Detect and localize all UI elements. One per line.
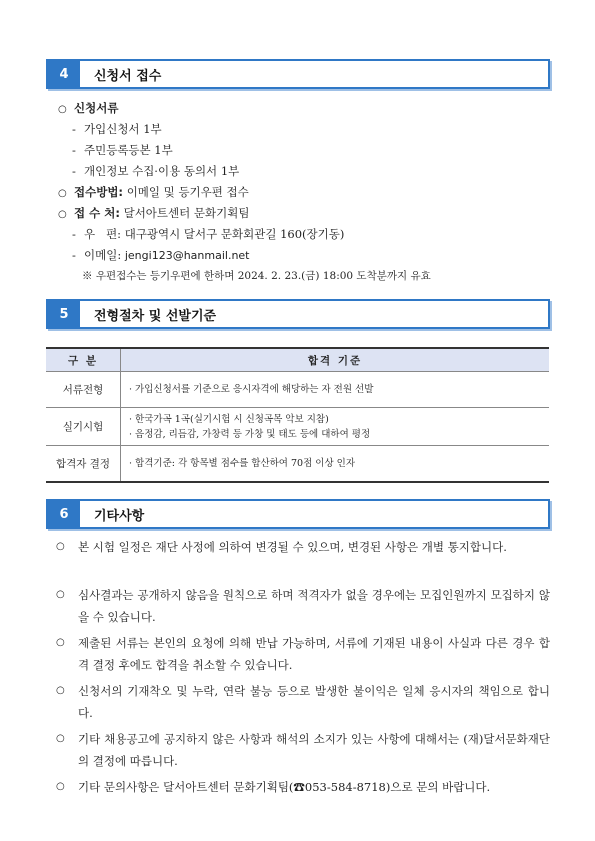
circle-bullet-icon: ○ <box>58 209 67 220</box>
section-5-header <box>46 299 550 329</box>
category-cell: 실기시험 <box>46 408 121 446</box>
section-number: 6 <box>48 501 80 527</box>
table-row <box>46 408 549 446</box>
apply-method: ○ 접수방법: 이메일 및 등기우편 접수 <box>58 184 249 202</box>
list-item: ○ 신청서의 기재착오 및 누락, 연락 불능 등으로 발생한 불이익은 일체 응시자의 책임으로 합니다. <box>56 680 550 724</box>
category-cell: 합격자 결정 <box>46 446 121 482</box>
criteria-cell: · 합격기준: 각 항목별 점수를 합산하여 70점 이상 인자 <box>121 446 550 482</box>
table-header-row <box>46 348 549 372</box>
doc-item: - 가입신청서 1부 <box>72 122 162 136</box>
circle-bullet-icon: ○ <box>58 188 67 199</box>
criteria-table <box>46 347 549 483</box>
post-address: - 우 편: 대구광역시 달서구 문화회관길 160(장기동) <box>72 227 345 241</box>
criteria-cell: · 가입신청서를 기준으로 응시자격에 해당하는 자 전원 선발 <box>121 372 550 408</box>
section-title: 기타사항 <box>94 508 145 524</box>
circle-bullet-icon: ○ <box>56 781 65 792</box>
table-row <box>46 372 549 408</box>
circle-bullet-icon: ○ <box>56 733 65 744</box>
list-item: ○ 본 시험 일정은 재단 사정에 의하여 변경될 수 있으며, 변경된 사항은 개별 통지합니다. <box>56 536 550 558</box>
doc-item: - 개인정보 수집·이용 동의서 1부 <box>72 164 240 178</box>
section-number: 5 <box>48 301 80 327</box>
category-cell: 서류전형 <box>46 372 121 408</box>
circle-bullet-icon: ○ <box>58 104 67 115</box>
column-header: 합격 기준 <box>121 348 550 372</box>
table-row <box>46 446 549 482</box>
postal-note: ※ 우편접수는 등기우편에 한하며 2024. 2. 23.(금) 18:00 도착분까지 유효 <box>82 270 431 282</box>
list-item: ○ 기타 문의사항은 달서아트센터 문화기획팀(☎053-584-8718)으로 문의 바랍니다. <box>56 776 550 798</box>
circle-bullet-icon: ○ <box>56 589 65 600</box>
apply-place: ○ 접 수 처: 달서아트센터 문화기획팀 <box>58 205 249 223</box>
section-title: 신청서 접수 <box>94 68 162 84</box>
section-title: 전형절차 및 선발기준 <box>94 308 217 324</box>
email-address: - 이메일: jengi123@hanmail.net <box>72 248 250 262</box>
circle-bullet-icon: ○ <box>56 637 65 648</box>
list-item: ○ 제출된 서류는 본인의 요청에 의해 반납 가능하며, 서류에 기재된 내용이 사실과 다른 경우 합격 결정 후에도 합격을 취소할 수 있습니다. <box>56 632 550 676</box>
section-number: 4 <box>48 61 80 87</box>
section-6-header <box>46 499 550 529</box>
docs-heading: ○ 신청서류 <box>58 100 118 118</box>
list-item: ○ 기타 채용공고에 공지하지 않은 사항과 해석의 소지가 있는 사항에 대해서는 (재)달서문화재단의 결정에 따릅니다. <box>56 728 550 772</box>
circle-bullet-icon: ○ <box>56 685 65 696</box>
section-4-header <box>46 59 550 89</box>
doc-item: - 주민등록등본 1부 <box>72 143 173 157</box>
circle-bullet-icon: ○ <box>56 541 65 552</box>
list-item: ○ 심사결과는 공개하지 않음을 원칙으로 하며 적격자가 없을 경우에는 모집인원까지 모집하지 않을 수 있습니다. <box>56 584 550 628</box>
criteria-cell: · 한국가곡 1곡(실기시험 시 신청곡목 악보 지참) · 음정감, 리듬감, 가창력 등 가창 및 태도 등에 대하여 평정 <box>121 408 550 446</box>
column-header: 구 분 <box>46 348 121 372</box>
